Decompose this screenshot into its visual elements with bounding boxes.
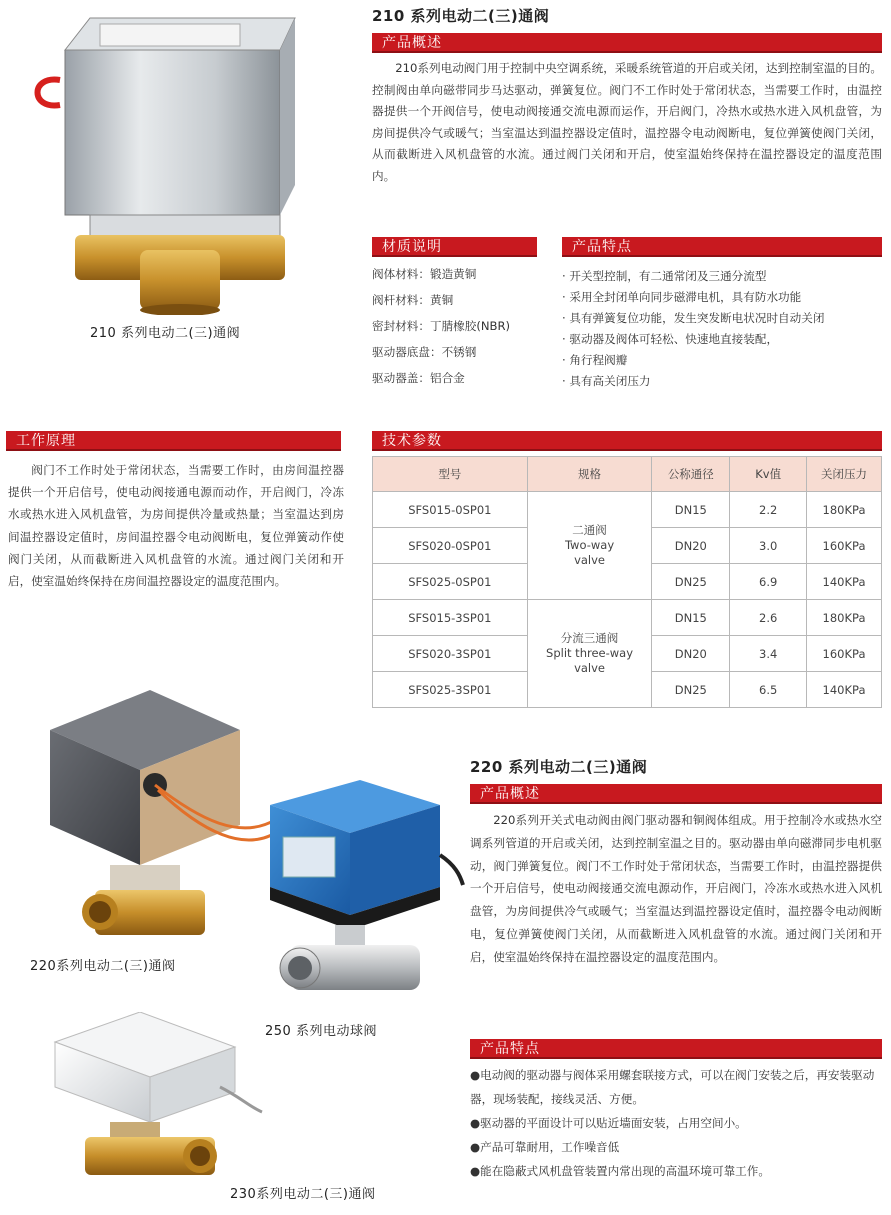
header-dn: 公称通径 (652, 457, 730, 492)
principle-bar: 工作原理 (6, 431, 341, 451)
features-bar-220: 产品特点 (470, 1039, 882, 1059)
material-item: 阀体材料：锻造黄铜 (372, 267, 477, 281)
header-kv: Kv值 (730, 457, 807, 492)
cell-kv: 3.4 (730, 636, 807, 672)
cell-kv: 2.2 (730, 492, 807, 528)
table-header-row (373, 457, 882, 492)
feature-item: ●能在隐蔽式风机盘管装置内常出现的高温环境可靠工作。 (470, 1164, 770, 1178)
cell-model: SFS015-0SP01 (373, 492, 528, 528)
cell-spec-two-way (527, 492, 652, 600)
valve-210-photo (30, 10, 310, 315)
cell-dn: DN15 (652, 600, 730, 636)
overview-bar-210: 产品概述 (372, 33, 882, 53)
spec-cn: 二通阀 (572, 523, 607, 537)
overview-text-210: 210系列电动阀门用于控制中央空调系统，采暖系统管道的开启或关闭，达到控制室温的目的。控制阀由单向磁带同步马达驱动，弹簧复位。阀门不工作时处于常闭状态，当需要工作时，由温控器提供一个开阀信号，使电动阀接通交流电源而运作，开启阀门，冷热水或热水进入风机盘管，为房间提供冷气或暖气；当室温达到温控器设定值时，温控器令电动阀断电，复位弹簧使阀门关闭，从而截断进入风机盘管的水流。通过阀门关闭和开启，使室温始终保持在温控器设定的温度范围内。 (372, 61, 882, 183)
cell-dn: DN15 (652, 492, 730, 528)
spec-en: valve (574, 553, 605, 567)
section-210-title: 210 系列电动二(三)通阀 (372, 7, 550, 25)
features-list-210 (562, 266, 887, 392)
spec-en: Split three-way (546, 646, 634, 660)
cell-kv: 2.6 (730, 600, 807, 636)
cell-kv: 3.0 (730, 528, 807, 564)
cell-model: SFS025-0SP01 (373, 564, 528, 600)
overview-text-220: 220系列开关式电动阀由阀门驱动器和铜阀体组成。用于控制冷水或热水空调系列管道的开启或关闭，达到控制室温之目的。驱动器由单向磁滞同步电机驱动，阀门弹簧复位。阀门不工作时处于常闭状态，当需要工作时，由温控器提供一个开启信号，使电动阀接通交流电源动作，开启阀门，冷冻水或热水进入风机盘管，为房间提供冷气或暖气；当室温达到温控器设定值时，温控器令电动阀断电，复位弹簧使阀门关闭，从而截断进入风机盘管的水流。通过阀门关闭和开启，使室温始终保持在温控器设定的温度范围内。 (470, 813, 882, 964)
cell-model: SFS025-3SP01 (373, 672, 528, 708)
section-220-title: 220 系列电动二(三)通阀 (470, 758, 648, 776)
cell-model: SFS015-3SP01 (373, 600, 528, 636)
valve-220-caption: 220系列电动二(三)通阀 (30, 959, 176, 974)
cell-pressure: 180KPa (807, 492, 882, 528)
material-item: 密封材料：丁腈橡胶(NBR) (372, 319, 511, 333)
material-list (372, 261, 542, 391)
material-item: 驱动器盖：铝合金 (372, 371, 465, 385)
overview-bar-220: 产品概述 (470, 784, 882, 804)
feature-item: · 角行程阀瓣 (562, 353, 628, 367)
features-bar-210: 产品特点 (562, 237, 882, 257)
ball-valve-250-photo (265, 775, 465, 1015)
cell-pressure: 140KPa (807, 672, 882, 708)
tech-table (372, 456, 882, 708)
header-model: 型号 (373, 457, 528, 492)
cell-pressure: 140KPa (807, 564, 882, 600)
feature-item: · 驱动器及阀体可轻松、快速地直接装配， (562, 332, 779, 346)
cell-dn: DN25 (652, 564, 730, 600)
feature-item: · 开关型控制，有二通常闭及三通分流型 (562, 269, 767, 283)
table-row (373, 492, 882, 528)
feature-item: · 具有高关闭压力 (562, 374, 651, 388)
feature-item: · 采用全封闭单向同步磁滞电机，具有防水功能 (562, 290, 802, 304)
feature-item: ●驱动器的平面设计可以贴近墙面安装，占用空间小。 (470, 1116, 747, 1130)
spec-en: valve (574, 661, 605, 675)
material-item: 阀杆材料：黄铜 (372, 293, 454, 307)
material-item: 驱动器底盘：不锈钢 (372, 345, 477, 359)
feature-item: ●产品可靠耐用，工作噪音低 (470, 1140, 620, 1154)
spec-cn: 分流三通阀 (560, 631, 619, 645)
feature-item: ●电动阀的驱动器与阀体采用螺套联接方式，可以在阀门安装之后，再安装驱动器，现场装配，接线灵活、方便。 (470, 1068, 875, 1106)
ball-valve-250-caption: 250 系列电动球阀 (265, 1024, 377, 1039)
header-spec: 规格 (527, 457, 652, 492)
cell-model: SFS020-0SP01 (373, 528, 528, 564)
valve-230-caption: 230系列电动二(三)通阀 (230, 1187, 376, 1202)
feature-item: · 具有弹簧复位功能，发生突发断电状况时自动关闭 (562, 311, 825, 325)
tech-bar: 技术参数 (372, 431, 882, 451)
cell-dn: DN20 (652, 528, 730, 564)
cell-dn: DN20 (652, 636, 730, 672)
cell-pressure: 160KPa (807, 636, 882, 672)
material-bar: 材质说明 (372, 237, 537, 257)
header-pressure: 关闭压力 (807, 457, 882, 492)
cell-model: SFS020-3SP01 (373, 636, 528, 672)
valve-230-photo (50, 1012, 265, 1182)
features-list-220 (470, 1063, 882, 1183)
principle-text: 阀门不工作时处于常闭状态，当需要工作时，由房间温控器提供一个开启信号，使电动阀接通电源而动作，开启阀门，冷冻水或热水进入风机盘管，为房间提供冷量或热量；当室温达到房间温控器设定值时，房间温控器令电动阀断电，复位弹簧动作使阀门关闭，从而截断进入风机盘管的水流。通过阀门关闭和开启，使室温始终保持在房间温控器设定的温度范围内。 (8, 463, 344, 589)
cell-pressure: 180KPa (807, 600, 882, 636)
spec-en: Two-way (564, 538, 615, 552)
valve-220-photo (40, 690, 280, 950)
cell-kv: 6.5 (730, 672, 807, 708)
table-row (373, 600, 882, 636)
valve-210-caption: 210 系列电动二(三)通阀 (90, 326, 241, 341)
cell-dn: DN25 (652, 672, 730, 708)
cell-pressure: 160KPa (807, 528, 882, 564)
cell-kv: 6.9 (730, 564, 807, 600)
cell-spec-three-way (527, 600, 652, 708)
